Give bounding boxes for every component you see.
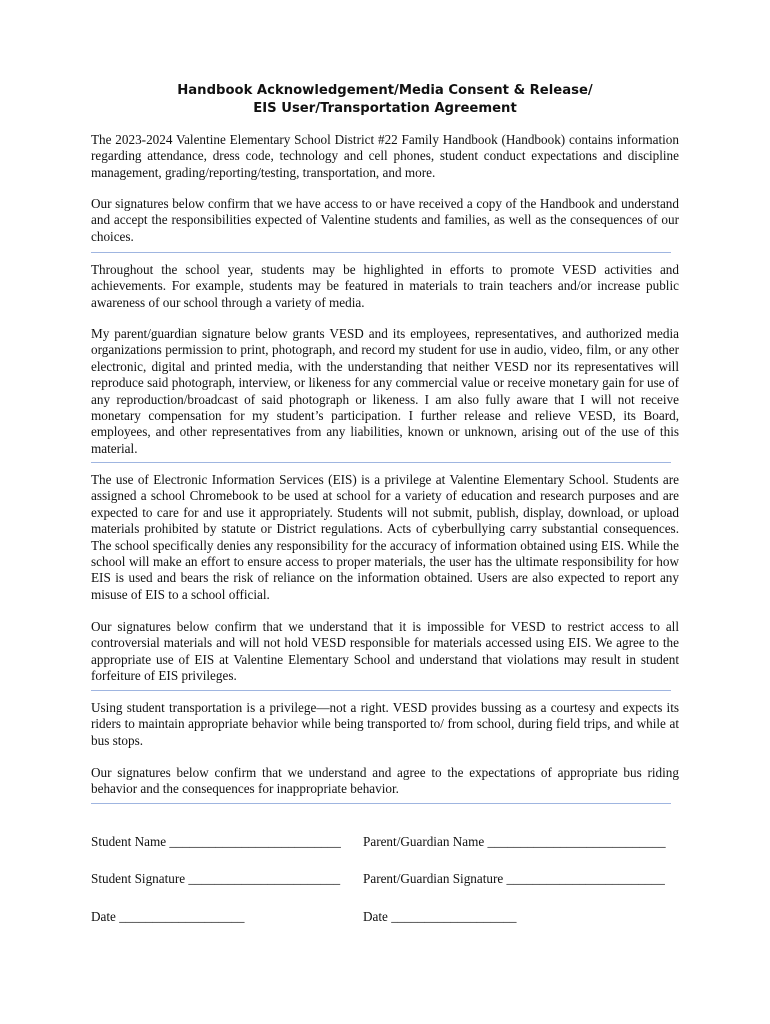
student-date-field[interactable]: Date ___________________ [91, 909, 245, 924]
section-divider [91, 803, 671, 804]
parent-name-field[interactable]: Parent/Guardian Name ___________________________ [363, 834, 666, 849]
section-divider [91, 462, 671, 463]
student-signature-field[interactable]: Student Signature _______________________ [91, 871, 341, 886]
handbook-acknowledgement-paragraph: Our signatures below confirm that we have access to or have received a copy of the Handbook and understand and accept the responsibilities expected of Valentine students and families, as well as the consequences of our choices. [91, 196, 679, 244]
eis-policy-paragraph: The use of Electronic Information Services (EIS) is a privilege at Valentine Elementary School. Students are assigned a school Chromebook to be used at school for a variety of education and research purposes and are expected to care for and use it appropriately. Students will not submit, publish, display, download, or upload materials prohibited by statute or District regulations. Acts of cyberbullying carry substantial consequences. The school specifically denies any responsibility for the accuracy of information obtained using EIS. While the school will make an effort to ensure access to proper materials, the user has the ultimate responsibility for how EIS is used and bears the risk of reliance on the information obtained. Users are also expected to report any misuse of EIS to a school official. [91, 472, 679, 602]
title-line-1: Handbook Acknowledgement/Media Consent & Release/ [177, 83, 593, 98]
section-divider [91, 690, 671, 691]
transportation-policy-paragraph: Using student transportation is a privilege—not a right. VESD provides bussing as a courtesy and expects its riders to maintain appropriate behavior while being transported to/ from school, during field trips, and while at bus stops. [91, 700, 679, 748]
media-consent-paragraph: My parent/guardian signature below grants VESD and its employees, representatives, and authorized media organizations permission to print, photograph, and record my student for use in audio, video, film, or any other electronic, digital and printed media, with the understanding that neither VESD nor its representatives will reproduce said photograph, interview, or likeness for any commercial value or receive monetary gain for use of any reproduction/broadcast of said photograph or likeness. I am also fully aware that I will not receive monetary compensation for my student’s participation. I further release and relieve VESD, its Board, employees, and other representatives from any liabilities, known or unknown, arising out of the use of this material. [91, 326, 679, 456]
title-line-2: EIS User/Transportation Agreement [253, 101, 517, 116]
media-intro-paragraph: Throughout the school year, students may be highlighted in efforts to promote VESD activities and achievements. For example, students may be featured in materials to train teachers and/or increase public awareness of our school through a variety of media. [91, 262, 679, 310]
transportation-acknowledgement-paragraph: Our signatures below confirm that we understand and agree to the expectations of appropriate bus riding behavior and the consequences for inappropriate behavior. [91, 765, 679, 797]
student-name-field[interactable]: Student Name __________________________ [91, 834, 341, 849]
parent-signature-field[interactable]: Parent/Guardian Signature ________________________ [363, 871, 665, 886]
parent-date-field[interactable]: Date ___________________ [363, 909, 517, 924]
eis-acknowledgement-paragraph: Our signatures below confirm that we understand that it is impossible for VESD to restrict access to all controversial materials and will not hold VESD responsible for materials accessed using EIS. We agree to the appropriate use of EIS at Valentine Elementary School and understand that violations may result in student forfeiture of EIS privileges. [91, 619, 679, 684]
section-divider [91, 252, 671, 253]
handbook-intro-paragraph: The 2023-2024 Valentine Elementary School District #22 Family Handbook (Handbook) contains information regarding attendance, dress code, technology and cell phones, student conduct expectations and discipline management, grading/reporting/testing, transportation, and more. [91, 132, 679, 180]
document-title [90, 82, 680, 118]
